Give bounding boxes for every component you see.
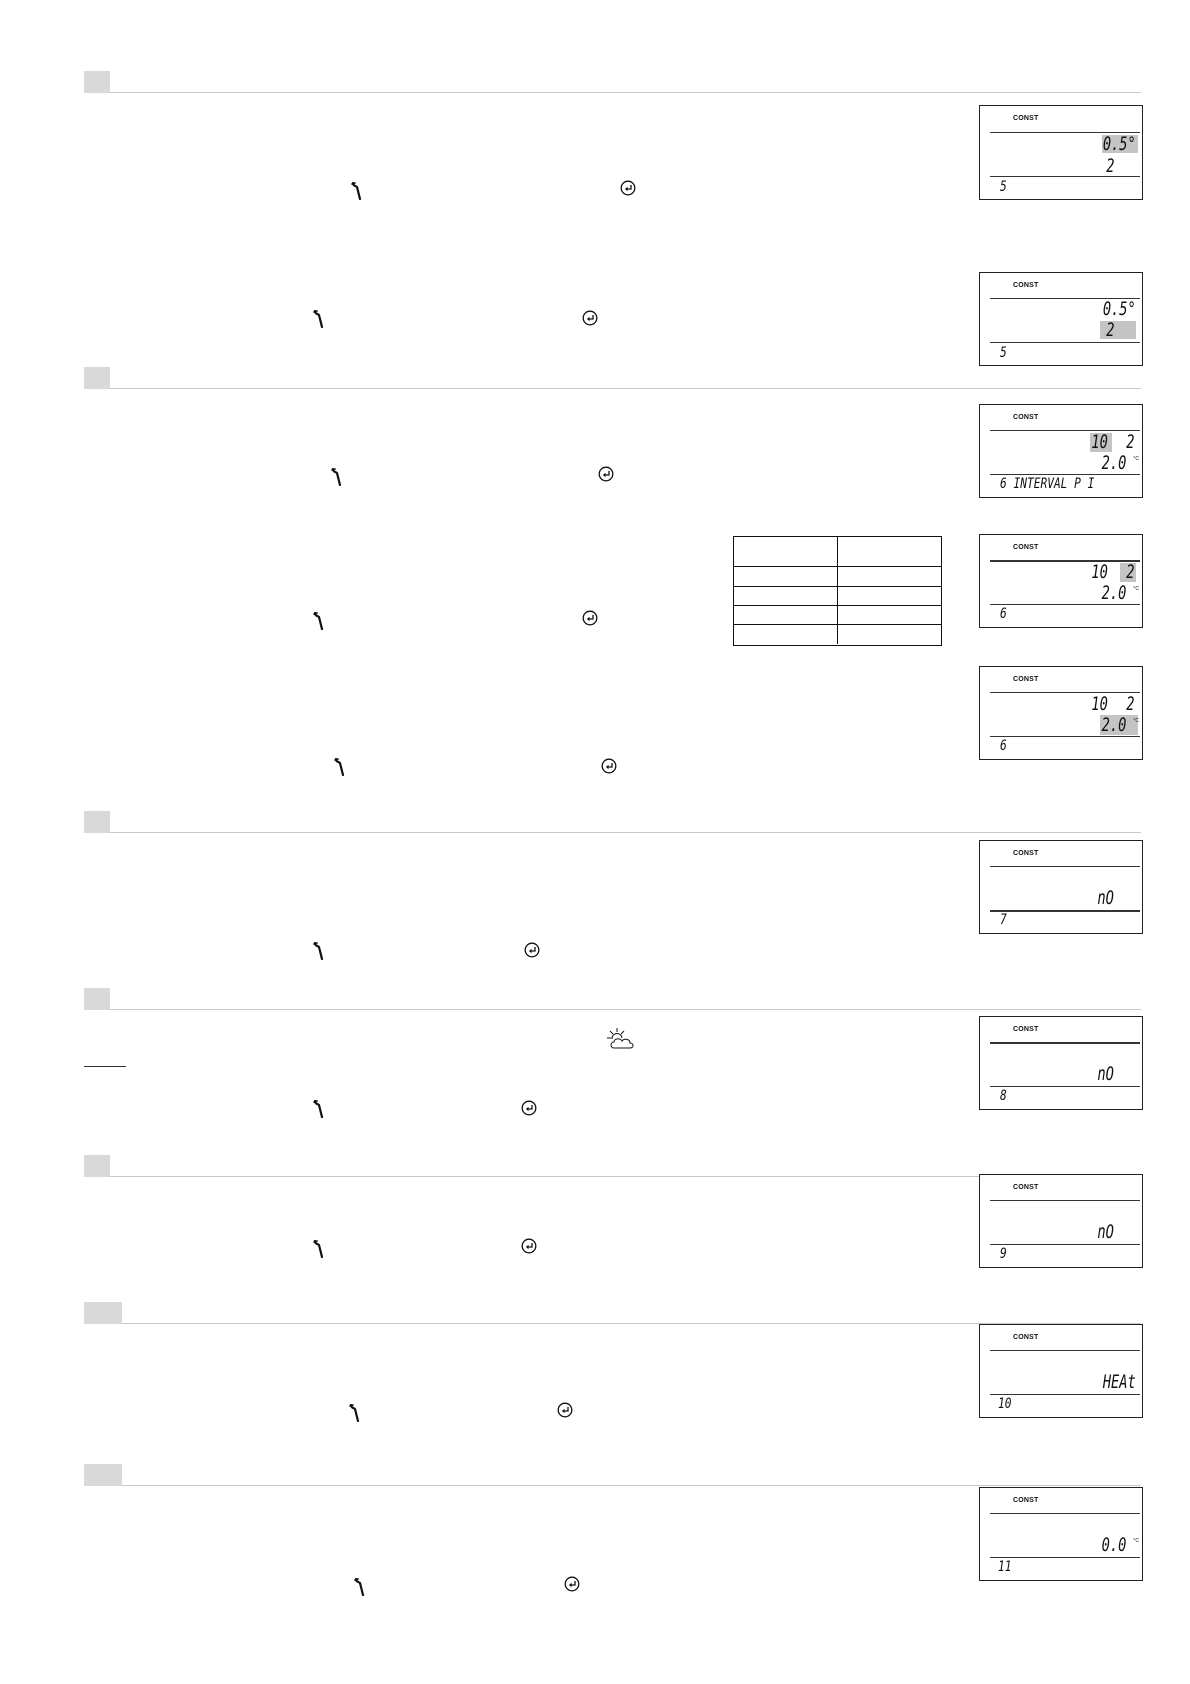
section-rule <box>110 388 1141 389</box>
lcd-value-line2: 2.0 <box>1101 714 1126 736</box>
wrench-icon <box>313 612 325 630</box>
lcd-display-6c <box>979 666 1143 760</box>
section-rule <box>110 92 1141 93</box>
lcd-parameter-number: 10 <box>998 1396 1012 1412</box>
section-rule <box>122 1485 1141 1486</box>
lcd-const-label: CONST <box>1013 414 1039 421</box>
section-header-5 <box>84 71 1141 93</box>
table-cell <box>734 587 838 606</box>
lcd-parameter-number: 7 <box>1000 912 1007 928</box>
lcd-display-10 <box>979 1324 1143 1418</box>
lcd-parameter-number: 9 <box>1000 1246 1007 1262</box>
lcd-divider <box>990 1042 1140 1044</box>
lcd-unit-celsius: °C <box>1133 456 1139 462</box>
lcd-const-label: CONST <box>1013 850 1039 857</box>
section-tab <box>84 1464 122 1486</box>
wrench-icon <box>349 1404 361 1422</box>
underline-mark <box>84 1066 126 1067</box>
lcd-parameter-number: 11 <box>998 1559 1012 1575</box>
enter-arrow-icon <box>524 942 540 958</box>
section-tab <box>84 71 110 93</box>
section-header-6 <box>84 367 1141 389</box>
table-cell <box>838 587 941 606</box>
lcd-value-line1a: 10 <box>1091 693 1108 715</box>
lcd-value-line2: 2.0 <box>1101 452 1126 474</box>
table-cell <box>838 537 941 567</box>
wrench-icon <box>334 758 346 776</box>
table-cell <box>734 606 838 625</box>
lcd-display-5b <box>979 272 1143 366</box>
enter-arrow-icon <box>601 758 617 774</box>
lcd-divider <box>990 692 1140 693</box>
enter-arrow-icon <box>598 466 614 482</box>
lcd-const-label: CONST <box>1013 676 1039 683</box>
lcd-const-label: CONST <box>1013 544 1039 551</box>
lcd-value-line1: 0.5° <box>1103 298 1136 320</box>
lcd-parameter-number: 5 <box>1000 345 1007 361</box>
section-rule <box>110 832 1141 833</box>
section-header-7 <box>84 811 1141 833</box>
lcd-divider <box>990 910 1140 912</box>
lcd-divider <box>990 866 1140 867</box>
lcd-value: HEAt <box>1103 1371 1136 1393</box>
lcd-parameter-number: 5 <box>1000 179 1007 195</box>
lcd-display-11 <box>979 1487 1143 1581</box>
section-rule <box>110 1009 1141 1010</box>
lcd-unit-celsius: °C <box>1133 1538 1139 1544</box>
wrench-icon <box>331 468 343 486</box>
lcd-divider <box>990 430 1140 431</box>
lcd-const-label: CONST <box>1013 1334 1039 1341</box>
lcd-const-label: CONST <box>1013 1184 1039 1191</box>
lcd-const-label: CONST <box>1013 115 1039 122</box>
lcd-unit-celsius: °C <box>1133 586 1139 592</box>
table-cell <box>734 567 838 587</box>
lcd-parameter-label: 6 INTERVAL P I <box>1000 476 1095 492</box>
wrench-icon <box>351 182 363 200</box>
table-cell <box>838 567 941 587</box>
section-header-8 <box>84 988 1141 1010</box>
wrench-icon <box>313 942 325 960</box>
lcd-value-line2: 2.0 <box>1101 582 1126 604</box>
lcd-divider <box>990 474 1140 475</box>
lcd-display-9 <box>979 1174 1143 1268</box>
lcd-parameter-number: 6 <box>1000 738 1007 754</box>
lcd-parameter-number: 6 <box>1000 606 1007 622</box>
settings-table <box>733 536 942 646</box>
section-tab <box>84 1302 122 1324</box>
enter-arrow-icon <box>557 1402 573 1418</box>
wrench-icon <box>354 1578 366 1596</box>
enter-arrow-icon <box>521 1100 537 1116</box>
section-header-10 <box>84 1302 1141 1324</box>
lcd-display-8 <box>979 1016 1143 1110</box>
lcd-value-line1b: 2 <box>1125 561 1134 583</box>
lcd-value: nO <box>1097 887 1114 909</box>
lcd-divider <box>990 1244 1140 1245</box>
enter-arrow-icon <box>564 1576 580 1592</box>
section-tab <box>84 988 110 1010</box>
lcd-value: nO <box>1097 1063 1114 1085</box>
lcd-divider <box>990 736 1140 737</box>
lcd-value-line1b: 2 <box>1125 693 1134 715</box>
lcd-divider <box>990 604 1140 605</box>
enter-arrow-icon <box>582 610 598 626</box>
lcd-divider <box>990 1350 1140 1351</box>
lcd-value-line1a: 10 <box>1091 431 1108 453</box>
lcd-divider <box>990 176 1140 177</box>
wrench-icon <box>313 310 325 328</box>
lcd-divider <box>990 560 1140 562</box>
lcd-value: nO <box>1097 1221 1114 1243</box>
lcd-unit-celsius: °C <box>1133 718 1139 724</box>
enter-arrow-icon <box>521 1238 537 1254</box>
lcd-divider <box>990 342 1140 343</box>
section-tab <box>84 367 110 389</box>
lcd-value-line2: 2 <box>1105 319 1114 341</box>
lcd-display-7 <box>979 840 1143 934</box>
lcd-display-6b <box>979 534 1143 628</box>
lcd-divider <box>990 1086 1140 1087</box>
lcd-divider <box>990 1513 1140 1514</box>
table-cell <box>838 606 941 625</box>
section-tab <box>84 1155 110 1177</box>
lcd-divider <box>990 1557 1140 1558</box>
lcd-const-label: CONST <box>1013 282 1039 289</box>
section-header-11 <box>84 1464 1141 1486</box>
lcd-divider <box>990 1200 1140 1201</box>
lcd-value-line1b: 2 <box>1125 431 1134 453</box>
wrench-icon <box>313 1100 325 1118</box>
lcd-const-label: CONST <box>1013 1026 1039 1033</box>
lcd-parameter-number: 8 <box>1000 1088 1007 1104</box>
sun-cloud-icon <box>606 1027 636 1051</box>
enter-arrow-icon <box>620 180 636 196</box>
enter-arrow-icon <box>582 310 598 326</box>
section-tab <box>84 811 110 833</box>
lcd-value-line1a: 10 <box>1091 561 1108 583</box>
table-cell <box>734 625 838 644</box>
lcd-const-label: CONST <box>1013 1497 1039 1504</box>
lcd-display-6a <box>979 404 1143 498</box>
lcd-divider <box>990 1394 1140 1395</box>
lcd-value: 0.0 <box>1101 1534 1126 1556</box>
lcd-value-line2: 2 <box>1105 155 1114 177</box>
lcd-value-line1: 0.5° <box>1103 133 1136 155</box>
table-cell <box>838 625 941 644</box>
lcd-display-5a <box>979 105 1143 200</box>
table-cell <box>734 537 838 567</box>
wrench-icon <box>313 1240 325 1258</box>
